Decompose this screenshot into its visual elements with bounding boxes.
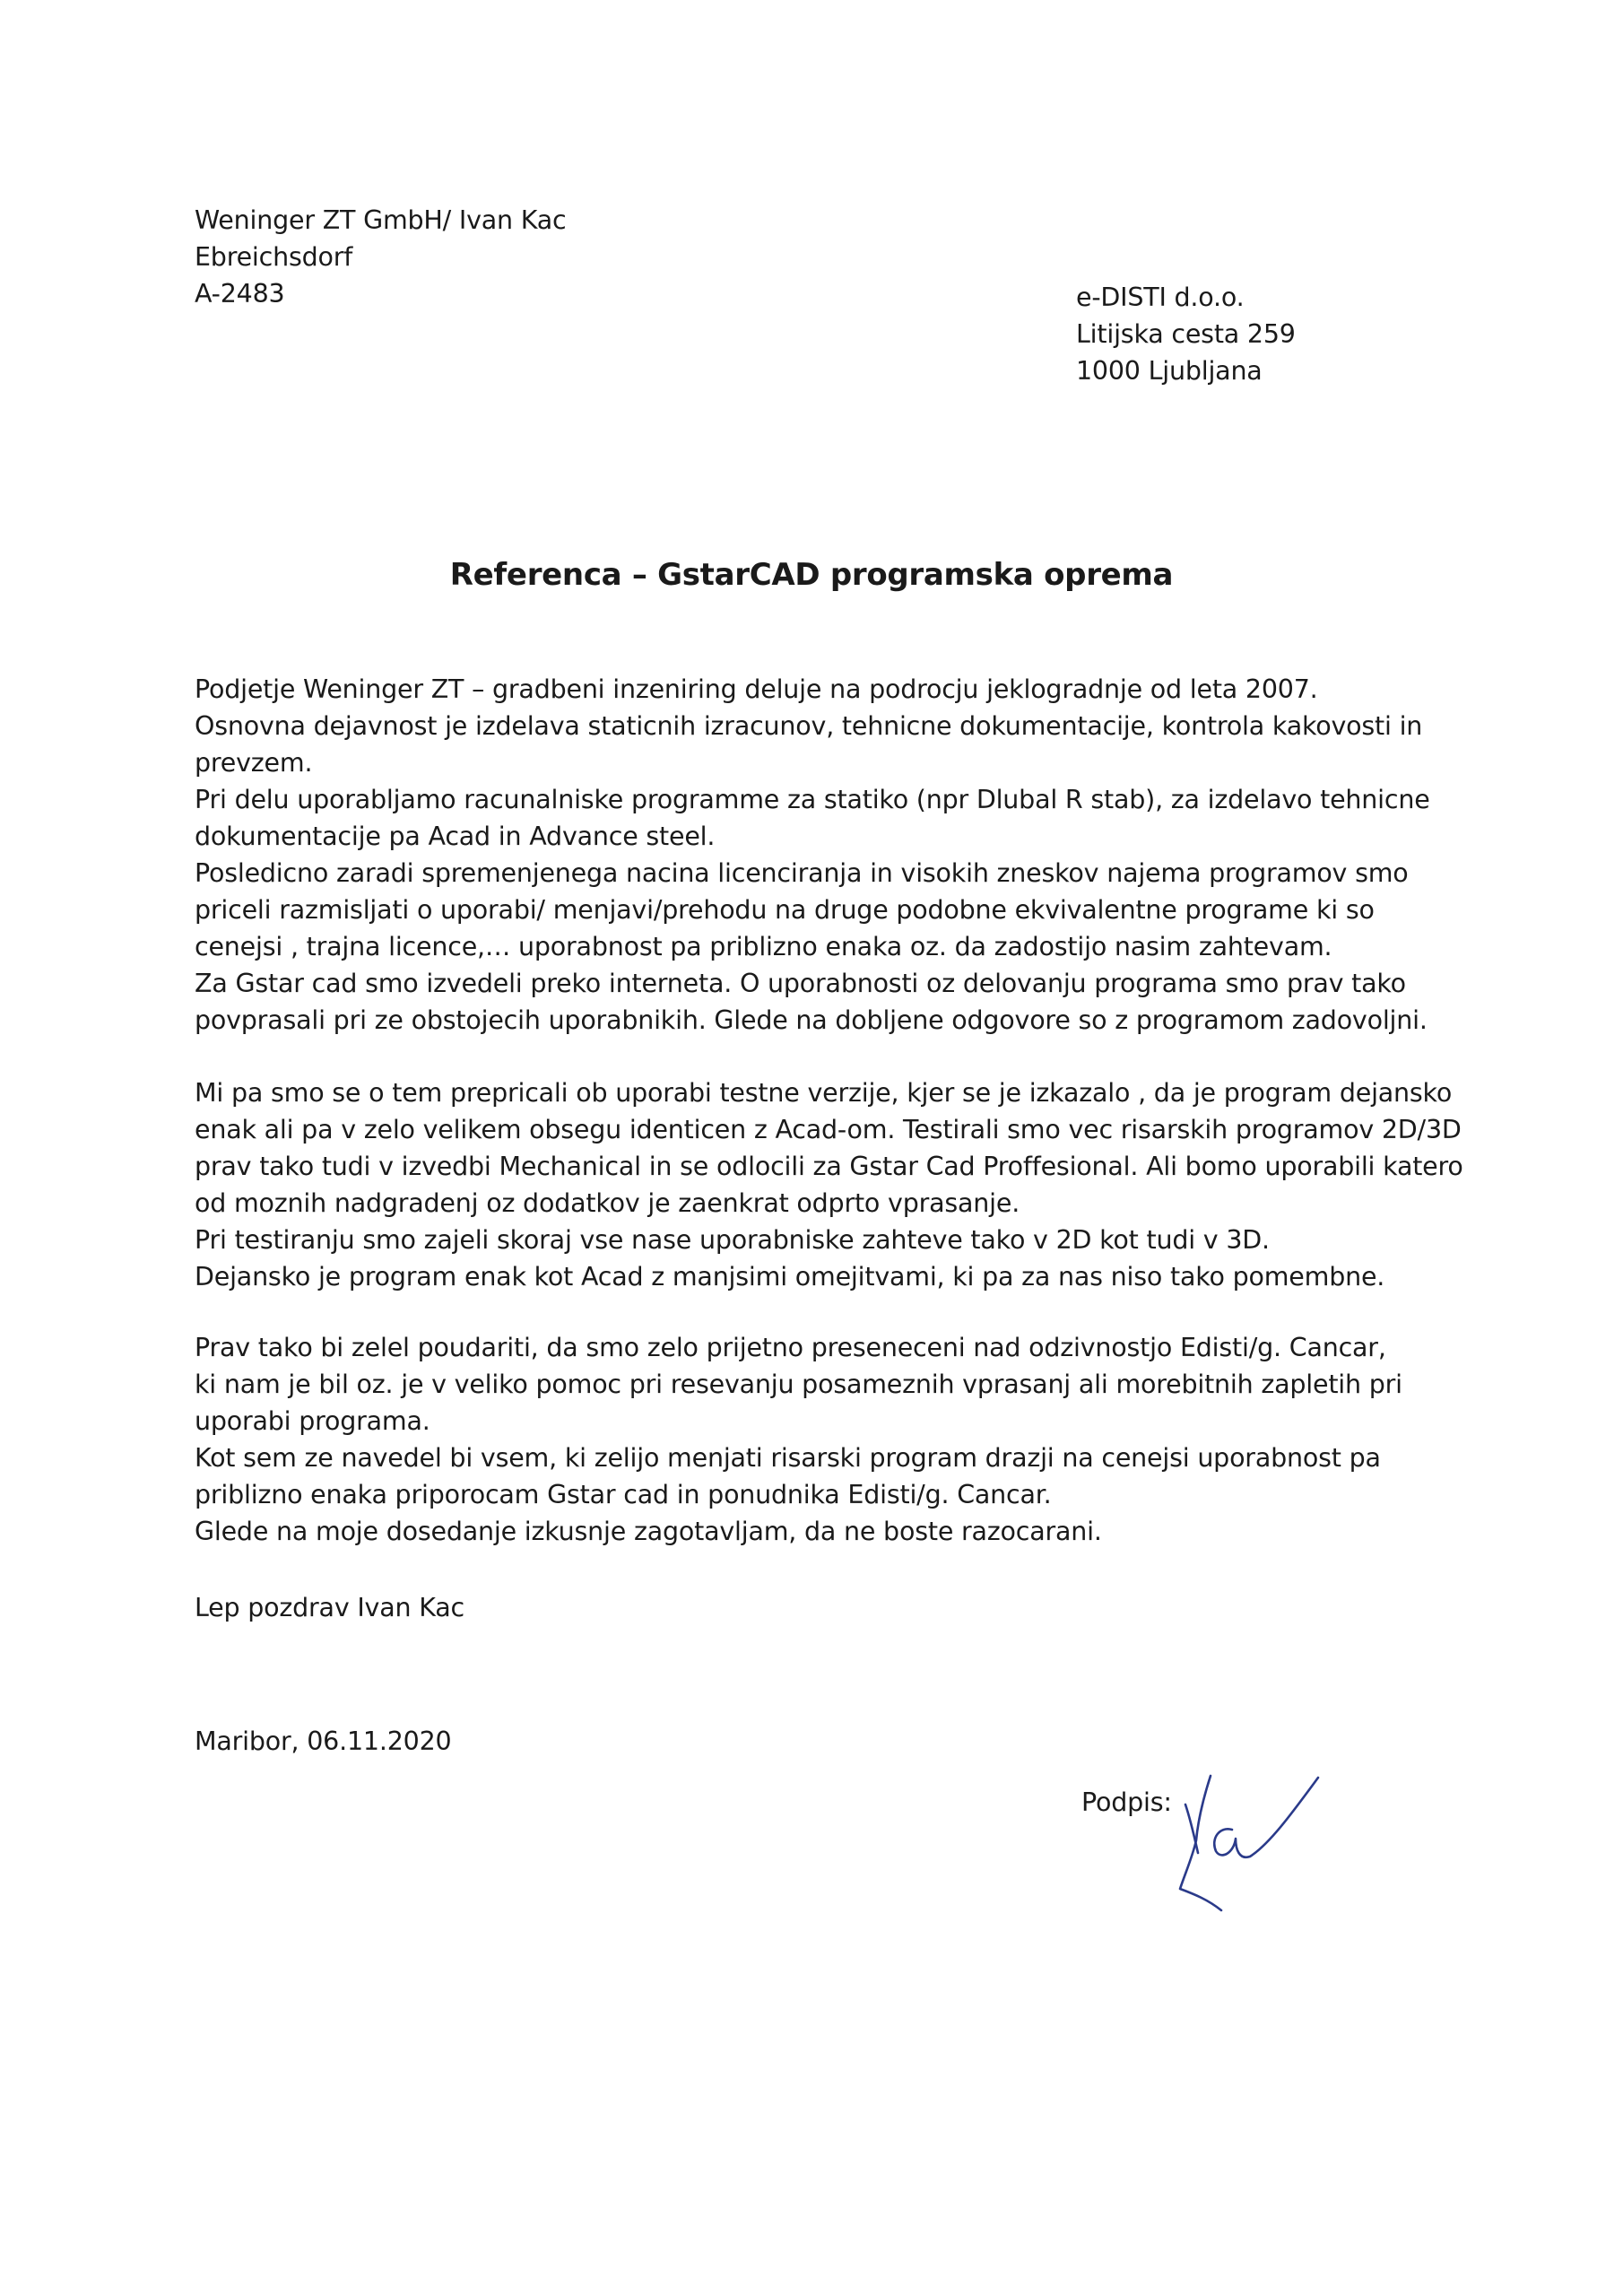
sender-line: Weninger ZT GmbH/ Ivan Kac: [195, 205, 567, 235]
recipient-address: [1076, 279, 1296, 389]
paragraph-line: Za Gstar cad smo izvedeli preko interneta. O uporabnosti oz delovanju programa smo prav tako: [195, 969, 1406, 998]
closing-greeting: [195, 1589, 464, 1626]
body-paragraph-2: [195, 1074, 1463, 1295]
letter-subject: Referenca – GstarCAD programska oprema: [449, 557, 1174, 593]
signature-stroke-k-arm: [1185, 1805, 1198, 1853]
recipient-line: 1000 Ljubljana: [1076, 356, 1263, 386]
paragraph-line: dokumentacije pa Acad in Advance steel.: [195, 822, 716, 851]
sender-address: [195, 202, 567, 312]
paragraph-line: Podjetje Weninger ZT – gradbeni inzeniring deluje na podrocju jeklogradnje od leta 2007.: [195, 674, 1318, 704]
paragraph-line: Mi pa smo se o tem prepricali ob uporabi testne verzije, kjer se je izkazalo , da je program dejansko: [195, 1078, 1453, 1108]
paragraph-line: od moznih nadgradenj oz dodatkov je zaenkrat odprto vprasanje.: [195, 1188, 1020, 1218]
paragraph-line: enak ali pa v zelo velikem obsegu identicen z Acad-om. Testirali smo vec risarskih programov 2D/3D: [195, 1115, 1462, 1144]
place-and-date: [195, 1723, 451, 1760]
paragraph-line: Glede na moje dosedanje izkusnje zagotavljam, da ne boste razocarani.: [195, 1517, 1102, 1546]
paragraph-line: Pri testiranju smo zajeli skoraj vse nase uporabniske zahteve tako v 2D kot tudi v 3D.: [195, 1225, 1270, 1255]
paragraph-line: Dejansko je program enak kot Acad z manjsimi omejitvami, ki pa za nas niso tako pomembne.: [195, 1262, 1385, 1292]
paragraph-line: Posledicno zaradi spremenjenega nacina licenciranja in visokih zneskov najema programov smo: [195, 858, 1409, 888]
body-paragraph-3: [195, 1329, 1402, 1550]
paragraph-line: Prav tako bi zelel poudariti, da smo zelo prijetno preseneceni nad odzivnostjo Edisti/g. Cancar,: [195, 1333, 1386, 1362]
closing-line: Lep pozdrav Ivan Kac: [195, 1593, 464, 1622]
signature-stroke-a: [1214, 1778, 1318, 1857]
paragraph-line: cenejsi , trajna licence,… uporabnost pa priblizno enaka oz. da zadostijo nasim zahtevam.: [195, 932, 1332, 961]
signature-label-text: Podpis:: [1081, 1787, 1172, 1817]
sender-line: A-2483: [195, 279, 285, 309]
paragraph-line: Osnovna dejavnost je izdelava staticnih izracunov, tehnicne dokumentacije, kontrola kakovosti in: [195, 711, 1423, 741]
place-date-line: Maribor, 06.11.2020: [195, 1726, 452, 1756]
paragraph-line: priceli razmisljati o uporabi/ menjavi/prehodu na druge podobne ekvivalentne programe ki so: [195, 895, 1375, 925]
recipient-line: e-DISTI d.o.o.: [1076, 283, 1245, 312]
paragraph-line: Pri delu uporabljamo racunalniske programme za statiko (npr Dlubal R stab), za izdelavo tehnicne: [195, 785, 1430, 814]
paragraph-line: prevzem.: [195, 748, 313, 778]
body-paragraph-1: [195, 671, 1430, 1039]
paragraph-line: povprasali pri ze obstojecih uporabnikih. Glede na dobljene odgovore so z programom zadovoljni.: [195, 1005, 1428, 1035]
handwritten-signature-icon: [1159, 1767, 1338, 1919]
recipient-line: Litijska cesta 259: [1076, 319, 1296, 349]
paragraph-line: uporabi programa.: [195, 1406, 430, 1436]
paragraph-line: priblizno enaka priporocam Gstar cad in ponudnika Edisti/g. Cancar.: [195, 1480, 1052, 1509]
paragraph-line: ki nam je bil oz. je v veliko pomoc pri resevanju posameznih vprasanj ali morebitnih zapletih pri: [195, 1370, 1402, 1399]
sender-line: Ebreichsdorf: [195, 242, 353, 272]
paragraph-line: prav tako tudi v izvedbi Mechanical in se odlocili za Gstar Cad Proffesional. Ali bomo uporabili katero: [195, 1152, 1463, 1181]
paragraph-line: Kot sem ze navedel bi vsem, ki zelijo menjati risarski program drazji na cenejsi uporabnost pa: [195, 1443, 1381, 1473]
